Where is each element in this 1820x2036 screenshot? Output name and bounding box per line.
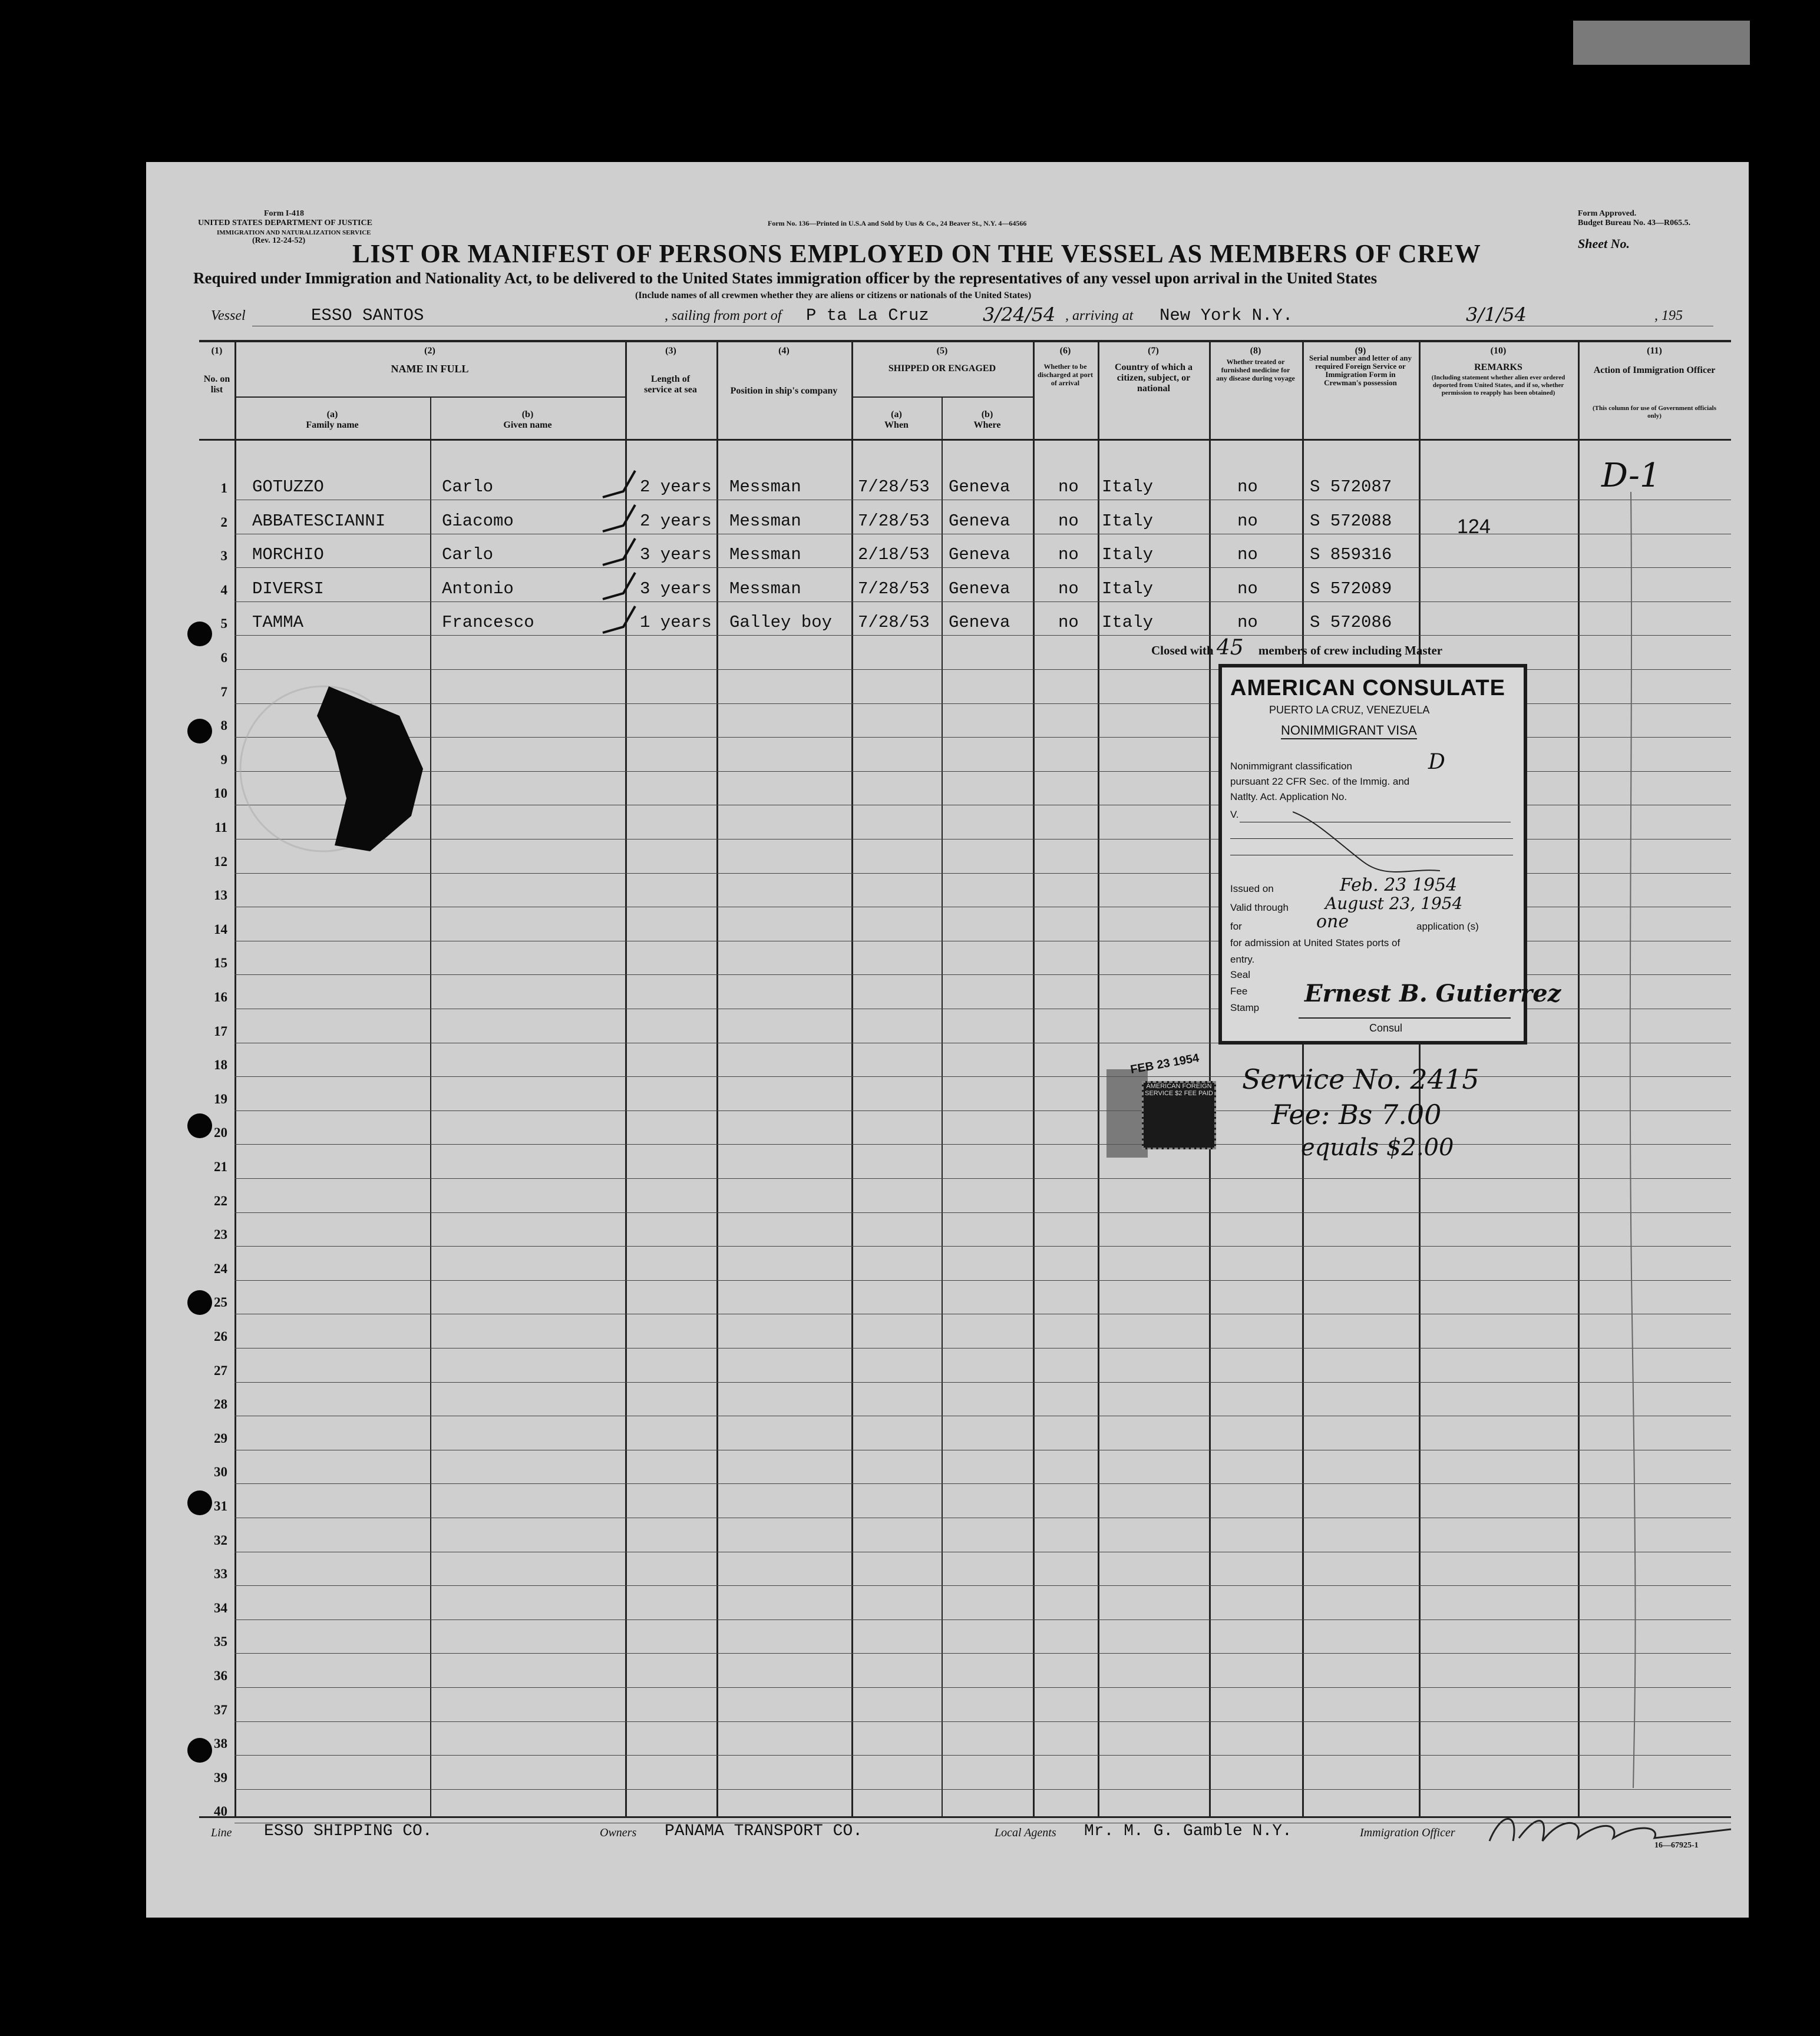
crew-service-length: 3 years: [640, 579, 712, 599]
signature-line: [1299, 1017, 1511, 1019]
crew-family-name: DIVERSI: [252, 579, 324, 599]
crew-family-name: TAMMA: [252, 613, 304, 633]
crew-serial: S 572089: [1310, 579, 1392, 599]
sailing-label: , sailing from port of: [665, 308, 782, 323]
sailing-port: P ta La Cruz: [806, 306, 929, 325]
row-number: 17: [214, 1023, 227, 1039]
col2b-header: Given name: [503, 420, 552, 430]
row-number: 24: [214, 1261, 227, 1276]
row-number: 22: [214, 1193, 227, 1208]
col5a-header: When: [884, 420, 909, 430]
row-number: 38: [214, 1736, 227, 1751]
vessel-name: ESSO SANTOS: [311, 306, 424, 325]
form-approved: Form Approved.: [1578, 209, 1637, 218]
action-mark: D-1: [1601, 457, 1661, 495]
punch-hole-icon: [187, 1490, 212, 1515]
valid-label: Valid through: [1230, 902, 1289, 913]
col6-header: Whether to be discharged at port of arrival: [1038, 362, 1093, 387]
col5-header: SHIPPED OR ENGAGED: [888, 363, 996, 374]
row-number: 20: [214, 1125, 227, 1141]
row-number: 25: [214, 1295, 227, 1310]
row-number: 8: [220, 718, 227, 733]
row-number: 28: [214, 1397, 227, 1412]
crew-shipped-when: 7/28/53: [858, 613, 930, 633]
row-rule: [234, 1483, 1731, 1484]
col7-number: (7): [1148, 346, 1159, 356]
col9-header: Serial number and letter of any required Foreign Service or Immigration Form in Crewman's possession: [1309, 353, 1412, 387]
officer-label: Immigration Officer: [1360, 1826, 1455, 1839]
crew-country: Italy: [1102, 579, 1154, 599]
col-divider-1: [234, 341, 236, 1817]
crew-medicine: no: [1237, 613, 1258, 633]
col7-header: Country of which a citizen, subject, or national: [1114, 362, 1193, 394]
col2a-header: Family name: [306, 420, 359, 430]
row-rule: [234, 1721, 1731, 1722]
crew-shipped-when: 7/28/53: [858, 477, 930, 497]
col10-note: (Including statement whether alien ever ordered deported from United States, and if so, whether permission to reapply has been obtained): [1431, 374, 1565, 396]
row-number: 21: [214, 1159, 227, 1174]
crew-position: Messman: [729, 477, 801, 497]
year-suffix: , 195: [1654, 308, 1683, 323]
row-number: 27: [214, 1363, 227, 1378]
crew-discharge: no: [1058, 511, 1079, 531]
row-number: 7: [220, 684, 227, 699]
crew-country: Italy: [1102, 545, 1154, 565]
check-mark-icon: [600, 468, 641, 503]
admission-line: for admission at United States ports of: [1230, 937, 1400, 948]
row-rule: [234, 601, 1731, 602]
crew-shipped-where: Geneva: [949, 545, 1010, 565]
row-number: 30: [214, 1465, 227, 1480]
check-mark-icon: [600, 502, 641, 537]
crew-medicine: no: [1237, 579, 1258, 599]
crew-service-length: 3 years: [640, 545, 712, 565]
row-number: 2: [220, 514, 227, 530]
row-rule: [234, 1144, 1731, 1145]
owners-value: PANAMA TRANSPORT CO.: [665, 1822, 863, 1840]
vessel-label: Vessel: [211, 308, 246, 323]
closed-count: 45: [1216, 636, 1244, 660]
crew-shipped-when: 2/18/53: [858, 545, 930, 565]
row-number: 32: [214, 1532, 227, 1548]
crew-country: Italy: [1102, 511, 1154, 531]
col5-number: (5): [936, 346, 948, 356]
crew-serial: S 572088: [1310, 511, 1392, 531]
crew-medicine: no: [1237, 545, 1258, 565]
classification-value: D: [1428, 750, 1445, 774]
punch-hole-icon: [187, 1738, 212, 1763]
row-number: 11: [214, 820, 227, 835]
valid-value: August 23, 1954: [1325, 894, 1463, 913]
row-number: 16: [214, 990, 227, 1004]
col3-header: Length of service at sea: [644, 374, 697, 395]
row-number: 37: [214, 1702, 227, 1717]
col-divider-5ab: [942, 398, 943, 1817]
line-value: ESSO SHIPPING CO.: [264, 1822, 432, 1840]
page-title: LIST OR MANIFEST OF PERSONS EMPLOYED ON THE VESSEL AS MEMBERS OF CREW: [352, 239, 1481, 268]
col2-header: NAME IN FULL: [391, 363, 469, 375]
header-bottom-line: [199, 439, 1731, 441]
punch-hole-icon: [187, 622, 212, 646]
sailing-date: 3/24/54: [983, 303, 1056, 326]
issued-value: Feb. 23 1954: [1340, 875, 1458, 895]
stamp-title: AMERICAN CONSULATE: [1230, 676, 1505, 700]
embossed-seal-icon: [205, 669, 464, 881]
col1-header: No. on list: [203, 374, 230, 395]
for-value: one: [1316, 911, 1349, 932]
col-divider-4: [851, 341, 853, 1817]
row-number: 31: [214, 1499, 227, 1513]
arrival-date: 3/1/54: [1466, 303, 1527, 326]
crew-family-name: GOTUZZO: [252, 477, 324, 497]
crew-shipped-where: Geneva: [949, 477, 1010, 497]
v-label: V.: [1230, 809, 1239, 820]
officer-signature-icon: [1484, 1806, 1743, 1853]
scan-edge-tab: [1573, 21, 1750, 65]
crew-shipped-when: 7/28/53: [858, 511, 930, 531]
consulate-visa-stamp: [1218, 664, 1561, 1045]
remarks-value: 124: [1457, 515, 1491, 538]
crew-medicine: no: [1237, 511, 1258, 531]
crew-given-name: Giacomo: [442, 511, 514, 531]
row-number: 13: [214, 888, 227, 903]
crew-shipped-when: 7/28/53: [858, 579, 930, 599]
crew-service-length: 2 years: [640, 477, 712, 497]
revision: (Rev. 12-24-52): [252, 236, 306, 245]
crew-serial: S 572087: [1310, 477, 1392, 497]
fee-note: Fee: Bs 7.00: [1271, 1099, 1442, 1131]
row-number: 26: [214, 1329, 227, 1344]
arriving-label: , arriving at: [1065, 308, 1134, 323]
row-number: 19: [214, 1091, 227, 1106]
row-number: 29: [214, 1430, 227, 1446]
crew-given-name: Carlo: [442, 477, 494, 497]
fee-stamp-label: AMERICAN FOREIGN SERVICE $2 FEE PAID: [1142, 1081, 1216, 1149]
col10-header: REMARKS: [1474, 362, 1522, 372]
crew-shipped-where: Geneva: [949, 511, 1010, 531]
row-rule: [234, 1585, 1731, 1586]
name-subheader-line: [234, 396, 626, 398]
equals-note: equals $2.00: [1301, 1134, 1454, 1161]
row-number: 40: [214, 1804, 227, 1819]
row-rule: [234, 1382, 1731, 1383]
pursuant-line: pursuant 22 CFR Sec. of the Immig. and: [1230, 776, 1410, 787]
crew-given-name: Francesco: [442, 613, 534, 633]
row-number: 23: [214, 1227, 227, 1242]
page-note: (Include names of all crewmen whether they are aliens or citizens or nationals of the United States): [635, 290, 1032, 300]
consul-signature: Ernest B. Gutierrez: [1304, 980, 1561, 1007]
issued-label: Issued on: [1230, 883, 1274, 894]
crew-shipped-where: Geneva: [949, 579, 1010, 599]
closed-line: [1151, 636, 1442, 660]
col5b-letter: (b): [981, 409, 993, 419]
row-rule: [234, 1280, 1731, 1281]
col-divider-2ab: [430, 398, 431, 1817]
row-rule: [234, 1653, 1731, 1654]
crew-discharge: no: [1058, 545, 1079, 565]
fee-stamp-date: FEB 23 1954: [1129, 1051, 1200, 1077]
row-rule: [234, 1619, 1731, 1620]
stamp-pen-stroke: [1293, 809, 1446, 874]
for-label: for: [1230, 921, 1242, 932]
row-number: 14: [214, 921, 227, 937]
row-number: 6: [220, 650, 227, 665]
manifest-sheet: [146, 162, 1749, 1918]
row-rule: [234, 635, 1731, 636]
row-rule: [234, 1687, 1731, 1688]
col-divider-3: [716, 341, 718, 1817]
col8-header: Whether treated or furnished medicine for any disease during voyage: [1216, 358, 1295, 382]
row-number: 9: [220, 752, 227, 767]
stamp-city: PUERTO LA CRUZ, VENEZUELA: [1269, 704, 1430, 716]
check-mark-icon: [600, 536, 641, 571]
col8-number: (8): [1250, 346, 1261, 356]
row-rule: [234, 1755, 1731, 1756]
row-number: 34: [214, 1600, 227, 1615]
col5b-header: Where: [973, 420, 1001, 430]
application-label: application (s): [1416, 921, 1479, 932]
row-number: 1: [220, 481, 227, 495]
row-rule: [234, 1076, 1731, 1077]
col2-number: (2): [424, 346, 435, 356]
col11-note: (This column for use of Government officials only): [1592, 405, 1716, 419]
check-mark-icon: [600, 570, 641, 605]
row-number: 12: [214, 854, 227, 869]
col10-number: (10): [1490, 346, 1507, 356]
page-subtitle: Required under Immigration and Nationality Act, to be delivered to the United States immigration officer by the representatives of any vessel upon arrival in the United States: [193, 269, 1378, 287]
sheet-no-label: Sheet No.: [1578, 236, 1630, 251]
stamp-label: Stamp: [1230, 1002, 1260, 1013]
crew-service-length: 2 years: [640, 511, 712, 531]
consul-label: Consul: [1369, 1022, 1403, 1034]
check-mark-icon: [600, 603, 641, 639]
col4-number: (4): [778, 346, 790, 356]
col11-header: Action of Immigration Officer: [1593, 365, 1716, 375]
natlty-line: Natlty. Act. Application No.: [1230, 791, 1347, 802]
entry-line: entry.: [1230, 954, 1255, 965]
col5a-letter: (a): [891, 409, 902, 419]
shipped-subheader-line: [851, 396, 1033, 398]
crew-position: Messman: [729, 511, 801, 531]
service-number-note: Service No. 2415: [1242, 1063, 1479, 1095]
col3-number: (3): [665, 346, 676, 356]
closed-suffix: members of crew including Master: [1258, 643, 1443, 657]
col1-number: (1): [211, 346, 223, 356]
crew-country: Italy: [1102, 477, 1154, 497]
arrival-port: New York N.Y.: [1160, 306, 1293, 325]
col2b-letter: (b): [521, 409, 534, 419]
row-rule: [234, 567, 1731, 568]
row-rule: [234, 1212, 1731, 1213]
row-number: 35: [214, 1634, 227, 1650]
closed-prefix: Closed with: [1151, 643, 1214, 657]
agents-value: Mr. M. G. Gamble N.Y.: [1084, 1822, 1292, 1840]
row-number: 36: [214, 1668, 227, 1683]
budget-bureau: Budget Bureau No. 43—R065.5.: [1578, 219, 1691, 227]
punch-hole-icon: [187, 1113, 212, 1138]
crew-family-name: ABBATESCIANNI: [252, 511, 386, 531]
form-code: 16—67925-1: [1654, 1841, 1699, 1850]
row-number: 39: [214, 1770, 227, 1785]
crew-serial: S 859316: [1310, 545, 1392, 565]
col-divider-5: [1033, 341, 1035, 1817]
printer-line: Form No. 136—Printed in U.S.A and Sold by Uus & Co., 24 Beaver St., N.Y. 4—64566: [768, 219, 1027, 227]
action-pencil-line: [1625, 492, 1649, 1788]
crew-discharge: no: [1058, 579, 1079, 599]
col11-number: (11): [1647, 346, 1662, 356]
row-rule: [234, 1789, 1731, 1790]
crew-service-length: 1 years: [640, 613, 712, 633]
crew-shipped-where: Geneva: [949, 613, 1010, 633]
row-number: 15: [214, 956, 227, 971]
seal-label: Seal: [1230, 969, 1251, 980]
row-rule: [234, 1110, 1731, 1111]
row-number: 3: [220, 548, 227, 564]
agents-label: Local Agents: [995, 1826, 1056, 1839]
crew-position: Galley boy: [729, 613, 833, 633]
col-divider-6: [1098, 341, 1099, 1817]
table-top-border: [199, 340, 1731, 342]
row-number: 18: [214, 1057, 227, 1073]
punch-hole-icon: [187, 719, 212, 743]
row-number: 5: [220, 616, 227, 632]
fee-paid-stamp: [1106, 1051, 1224, 1158]
stamp-visa: NONIMMIGRANT VISA: [1281, 723, 1417, 739]
owners-label: Owners: [600, 1826, 637, 1839]
classification-label: Nonimmigrant classification: [1230, 761, 1352, 772]
crew-position: Messman: [729, 545, 801, 565]
col6-number: (6): [1059, 346, 1071, 356]
crew-position: Messman: [729, 579, 801, 599]
punch-hole-icon: [187, 1290, 212, 1315]
service-name: IMMIGRATION AND NATURALIZATION SERVICE: [217, 229, 371, 236]
row-number: 4: [220, 582, 227, 597]
row-rule: [234, 1246, 1731, 1247]
fee-label: Fee: [1230, 986, 1248, 997]
crew-discharge: no: [1058, 477, 1079, 497]
col2a-letter: (a): [326, 409, 338, 419]
form-number: Form I-418: [264, 209, 305, 218]
col-divider-10: [1578, 341, 1580, 1817]
row-rule: [234, 1178, 1731, 1179]
col4-header: Position in ship's company: [730, 386, 838, 396]
crew-family-name: MORCHIO: [252, 545, 324, 565]
crew-given-name: Antonio: [442, 579, 514, 599]
crew-country: Italy: [1102, 613, 1154, 633]
line-label: Line: [211, 1826, 232, 1839]
col9-number: (9): [1355, 346, 1366, 356]
crew-given-name: Carlo: [442, 545, 494, 565]
crew-discharge: no: [1058, 613, 1079, 633]
department: UNITED STATES DEPARTMENT OF JUSTICE: [198, 219, 372, 227]
crew-serial: S 572086: [1310, 613, 1392, 633]
row-number: 10: [214, 786, 227, 801]
row-number: 33: [214, 1566, 227, 1582]
crew-medicine: no: [1237, 477, 1258, 497]
